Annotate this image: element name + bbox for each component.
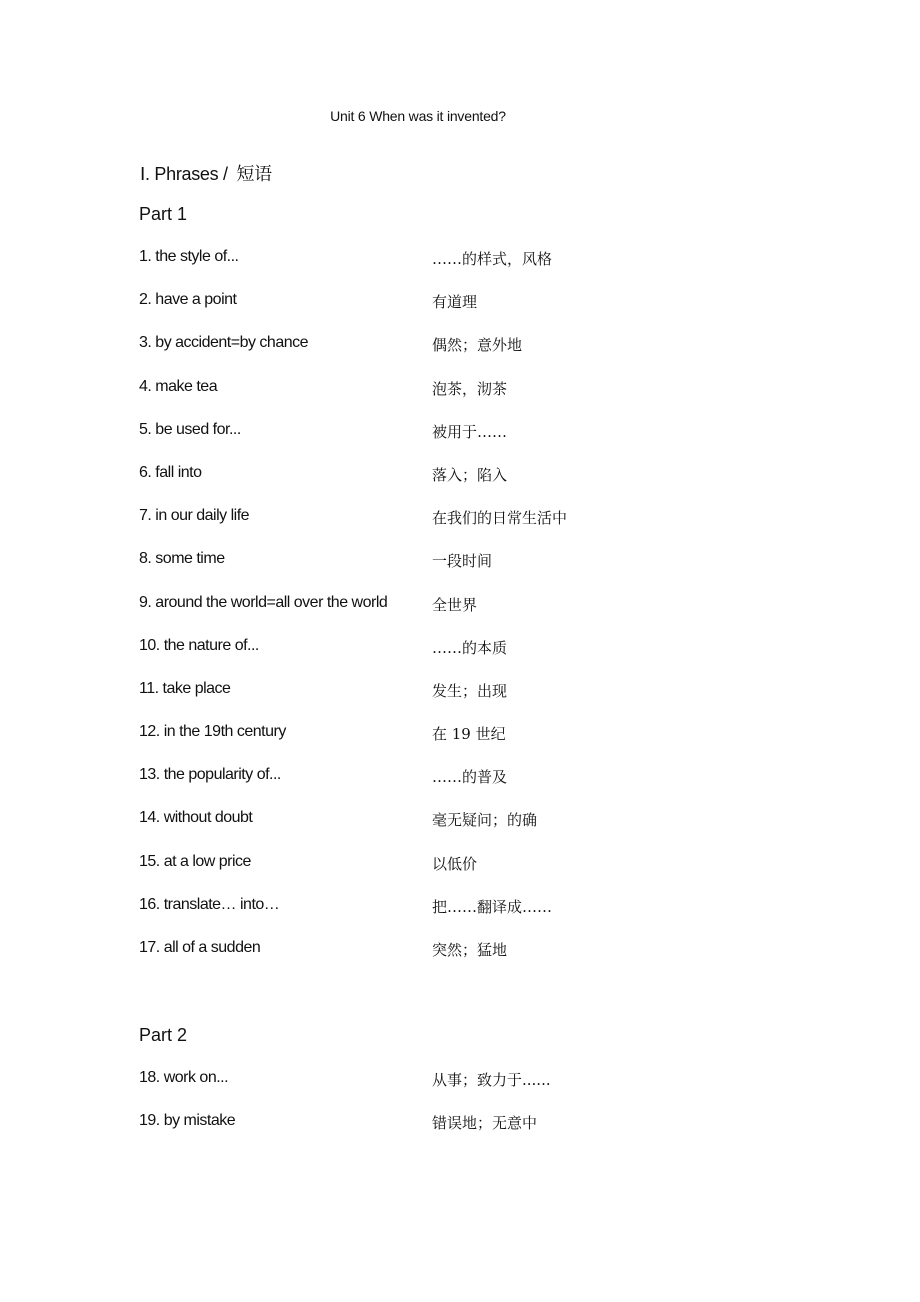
phrase-chinese: 偶然；意外地 — [432, 336, 523, 355]
phrase-row — [0, 421, 920, 464]
phrase-row — [0, 853, 920, 896]
phrase-chinese: 从事；致力于...... — [432, 1071, 551, 1089]
phrase-chinese: 落入；陷入 — [432, 465, 508, 484]
phrase-chinese: 以低价 — [432, 854, 478, 873]
phrase-english: 9. around the world=all over the world — [139, 593, 388, 611]
phrase-chinese: 错误地；无意中 — [432, 1114, 538, 1133]
phrase-chinese: ……的样式，风格 — [432, 250, 553, 268]
phrase-english: 16. translate… into… — [139, 895, 280, 913]
phrase-english: 2. have a point — [139, 291, 237, 309]
phrase-english: 3. by accident=by chance — [139, 334, 309, 352]
phrase-row — [0, 1112, 920, 1155]
phrase-english: 18. work on... — [139, 1069, 229, 1086]
phrase-chinese: 在我们的日常生活中 — [432, 509, 568, 528]
phrase-row — [0, 334, 920, 377]
phrase-english: 5. be used for... — [139, 420, 241, 438]
phrase-english: 11. take place — [139, 679, 231, 697]
phrase-english: 8. some time — [139, 550, 225, 568]
phrase-row — [0, 464, 920, 507]
phrase-chinese: 全世界 — [432, 595, 478, 614]
phrase-english: 19. by mistake — [139, 1112, 236, 1130]
phrase-english: 6. fall into — [139, 463, 202, 481]
phrase-chinese: 泡茶，沏茶 — [432, 379, 508, 398]
phrase-row — [0, 809, 920, 852]
phrase-row — [0, 896, 920, 939]
phrase-chinese: 在 19 世纪 — [432, 725, 506, 744]
phrase-row — [0, 550, 920, 593]
phrase-row — [0, 637, 920, 680]
phrase-chinese: ……的普及 — [432, 768, 508, 787]
part-heading: Part 1 — [139, 204, 188, 224]
phrase-english: 13. the popularity of... — [139, 766, 281, 784]
phrase-chinese: 毫无疑问；的确 — [432, 811, 538, 830]
phrase-english: 10. the nature of... — [139, 636, 259, 654]
section-heading-cn: 短语 — [236, 164, 272, 185]
phrase-row — [0, 939, 920, 982]
document-title: Unit 6 When was it invented? — [330, 108, 506, 124]
phrase-row — [0, 723, 920, 766]
section-heading — [140, 160, 272, 186]
phrase-english: 4. make tea — [139, 377, 218, 395]
phrase-english: 17. all of a sudden — [139, 939, 261, 956]
phrase-list — [0, 1069, 920, 1155]
phrase-chinese: 发生；出现 — [432, 681, 508, 700]
phrase-english: 15. at a low price — [139, 852, 251, 870]
phrase-chinese: 把……翻译成…… — [432, 897, 553, 916]
phrase-row — [0, 507, 920, 550]
phrase-chinese: ……的本质 — [432, 638, 508, 657]
phrase-english: 14. without doubt — [139, 809, 253, 827]
phrase-row — [0, 248, 920, 291]
part-heading: Part 2 — [139, 1025, 188, 1045]
phrase-chinese: 被用于…… — [432, 422, 508, 441]
phrase-chinese: 一段时间 — [432, 552, 493, 571]
phrase-english: 12. in the 19th century — [139, 723, 286, 741]
phrase-row — [0, 680, 920, 723]
section-heading-en: Ⅰ. Phrases / — [140, 164, 228, 184]
phrase-chinese: 有道理 — [432, 293, 478, 312]
phrase-row — [0, 378, 920, 421]
phrase-list — [0, 248, 920, 982]
phrase-english: 1. the style of... — [139, 248, 239, 265]
phrase-english: 7. in our daily life — [139, 507, 250, 525]
phrase-row — [0, 766, 920, 809]
phrase-row — [0, 594, 920, 637]
phrase-row — [0, 1069, 920, 1112]
phrase-chinese: 突然；猛地 — [432, 941, 508, 959]
phrase-row — [0, 291, 920, 334]
